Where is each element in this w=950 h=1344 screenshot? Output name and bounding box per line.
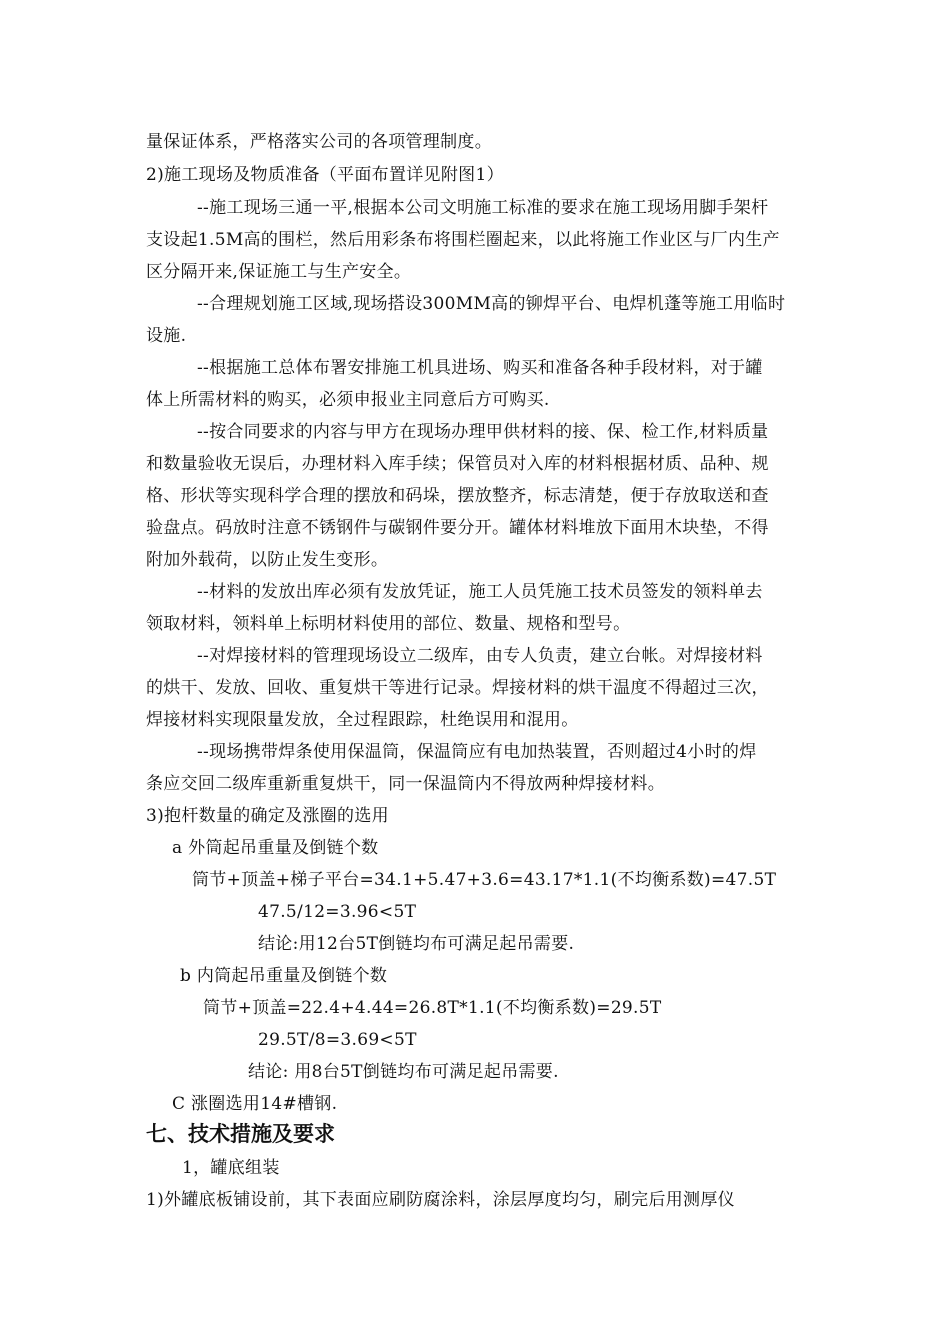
section-subheading: 2)施工现场及物质准备（平面布置详见附图1） [146, 165, 504, 185]
list-item: a 外筒起吊重量及倒链个数 [172, 838, 379, 858]
text-line: 支设起1.5M高的围栏，然后用彩条布将围栏圈起来，以此将施工作业区与厂内生产 [146, 230, 780, 250]
list-item: b 内筒起吊重量及倒链个数 [180, 966, 388, 986]
text-line: 条应交回二级库重新重复烘干，同一保温筒内不得放两种焊接材料。 [146, 774, 665, 794]
text-line: 领取材料，领料单上标明材料使用的部位、数量、规格和型号。 [146, 614, 631, 634]
text-line: 体上所需材料的购买，必须申报业主同意后方可购买. [146, 390, 550, 410]
formula-line: 筒节+顶盖+梯子平台=34.1+5.47+3.6=43.17*1.1(不均衡系数)=47.5T [192, 870, 777, 890]
conclusion-line: 结论:用12台5T倒链均布可满足起吊需要. [258, 934, 575, 954]
text-line: 格、形状等实现科学合理的摆放和码垛，摆放整齐，标志清楚，便于存放取送和查 [146, 486, 769, 506]
text-line: 设施. [146, 326, 187, 346]
paragraph-line: --施工现场三通一平,根据本公司文明施工标准的要求在施工现场用脚手架杆 [197, 198, 769, 218]
text-line: 量保证体系，严格落实公司的各项管理制度。 [146, 132, 492, 152]
text-line: 1)外罐底板铺设前，其下表面应刷防腐涂料，涂层厚度均匀，刷完后用测厚仪 [146, 1190, 735, 1210]
text-line: 和数量验收无误后，办理材料入库手续；保管员对入库的材料根据材质、品种、规 [146, 454, 769, 474]
text-line: 附加外载荷，以防止发生变形。 [146, 550, 389, 570]
text-line: 的烘干、发放、回收、重复烘干等进行记录。焊接材料的烘干温度不得超过三次， [146, 678, 769, 698]
formula-line: 29.5T/8=3.69<5T [258, 1030, 417, 1050]
list-item: 1，罐底组装 [182, 1158, 280, 1178]
formula-line: 筒节+顶盖=22.4+4.44=26.8T*1.1(不均衡系数)=29.5T [203, 998, 662, 1018]
section-heading: 七、技术措施及要求 [146, 1122, 335, 1146]
text-line: 焊接材料实现限量发放，全过程跟踪，杜绝误用和混用。 [146, 710, 579, 730]
formula-line: 47.5/12=3.96<5T [258, 902, 417, 922]
text-line: 验盘点。码放时注意不锈钢件与碳钢件要分开。罐体材料堆放下面用木块垫，不得 [146, 518, 769, 538]
section-subheading: 3)抱杆数量的确定及涨圈的选用 [146, 806, 389, 826]
list-item: C 涨圈选用14#槽钢. [172, 1094, 338, 1114]
conclusion-line: 结论: 用8台5T倒链均布可满足起吊需要. [248, 1062, 559, 1082]
paragraph-line: --现场携带焊条使用保温筒，保温筒应有电加热装置，否则超过4小时的焊 [197, 742, 757, 762]
paragraph-line: --合理规划施工区域,现场搭设300MM高的铆焊平台、电焊机蓬等施工用临时 [197, 294, 786, 314]
paragraph-line: --对焊接材料的管理现场设立二级库，由专人负责，建立台帐。对焊接材料 [197, 646, 763, 666]
paragraph-line: --根据施工总体布署安排施工机具进场、购买和准备各种手段材料，对于罐 [197, 358, 763, 378]
paragraph-line: --材料的发放出库必须有发放凭证，施工人员凭施工技术员签发的领料单去 [197, 582, 763, 602]
paragraph-line: --按合同要求的内容与甲方在现场办理甲供材料的接、保、检工作,材料质量 [197, 422, 769, 442]
text-line: 区分隔开来,保证施工与生产安全。 [146, 262, 412, 282]
